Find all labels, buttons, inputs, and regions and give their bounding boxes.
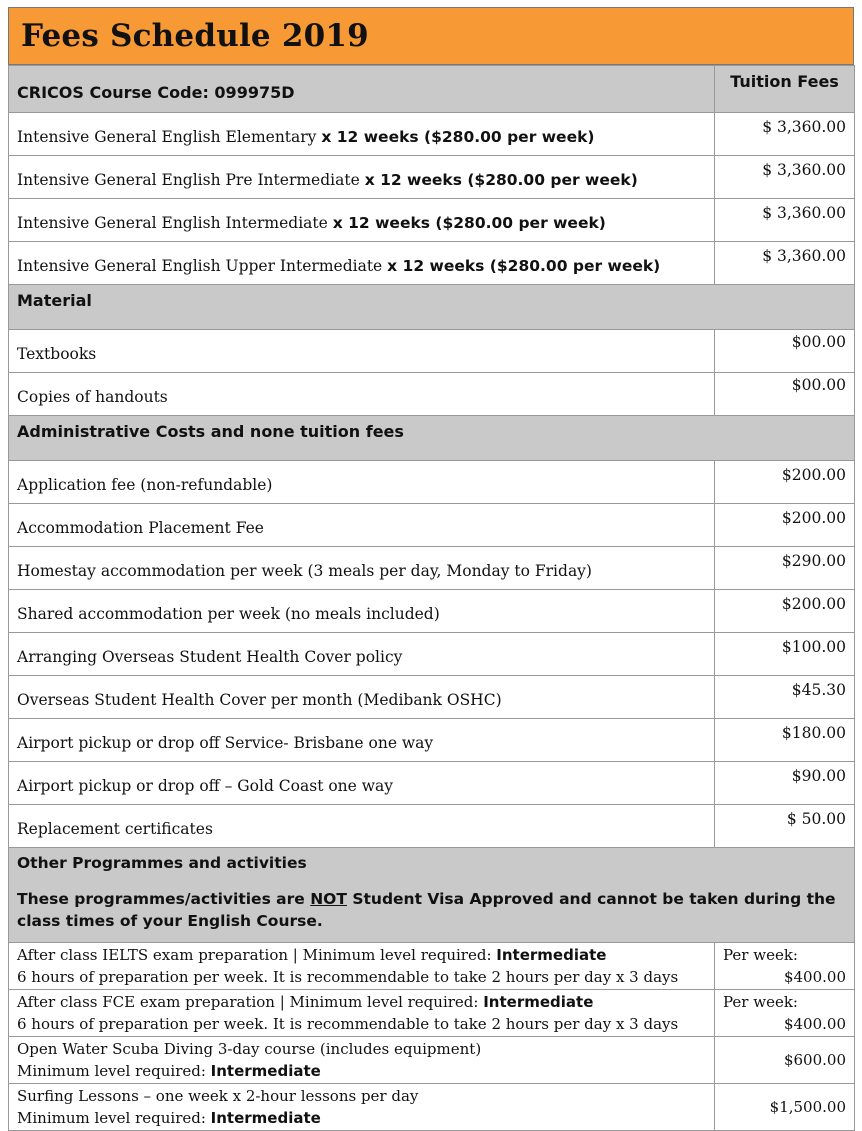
course-detail: x 12 weeks ($280.00 per week) — [321, 128, 595, 146]
course-name-text: Intensive General English Elementary — [17, 128, 322, 146]
table-row — [9, 676, 855, 719]
item-label: Application fee (non-refundable) — [9, 461, 715, 504]
program-description — [9, 943, 715, 990]
item-label: Homestay accommodation per week (3 meals per day, Monday to Friday) — [9, 547, 715, 590]
item-fee: $100.00 — [715, 633, 855, 676]
course-name-text: Intensive General English Upper Intermediate — [17, 257, 388, 275]
table-row — [9, 633, 855, 676]
program-line1: Open Water Scuba Diving 3-day course (includes equipment) — [17, 1040, 482, 1058]
visa-note-post: Student Visa Approved and cannot be taken during the class times of your English Course. — [17, 890, 836, 930]
program-level: Intermediate — [210, 1062, 321, 1080]
section-header-material — [9, 285, 855, 330]
item-fee: $00.00 — [715, 330, 855, 373]
table-row — [9, 330, 855, 373]
program-line2: 6 hours of preparation per week. It is recommendable to take 2 hours per day x 3 days — [17, 1015, 679, 1033]
item-label: Overseas Student Health Cover per month (Medibank OSHC) — [9, 676, 715, 719]
table-row — [9, 547, 855, 590]
fees-schedule-page — [8, 7, 854, 1131]
table-row — [9, 990, 855, 1037]
table-row — [9, 373, 855, 416]
course-code: CRICOS Course Code: 099975D — [9, 66, 715, 113]
item-fee: $45.30 — [715, 676, 855, 719]
item-fee: $90.00 — [715, 762, 855, 805]
course-name — [9, 242, 715, 285]
table-row — [9, 113, 855, 156]
section-heading: Administrative Costs and none tuition fees — [9, 416, 855, 461]
item-fee: $200.00 — [715, 504, 855, 547]
table-row — [9, 719, 855, 762]
program-description — [9, 990, 715, 1037]
table-row — [9, 943, 855, 990]
section-heading: Material — [9, 285, 855, 330]
program-fee: $600.00 — [715, 1037, 855, 1084]
table-row — [9, 461, 855, 504]
program-line2 — [17, 1107, 706, 1129]
item-label: Copies of handouts — [9, 373, 715, 416]
table-row — [9, 199, 855, 242]
section-header-other — [9, 848, 855, 943]
item-label: Arranging Overseas Student Health Cover policy — [9, 633, 715, 676]
program-title: After class FCE exam preparation | Minimum level required: — [17, 993, 484, 1011]
visa-note — [17, 888, 846, 932]
item-fee: $ 50.00 — [715, 805, 855, 848]
program-level-label: Minimum level required: — [17, 1062, 211, 1080]
table-row — [9, 242, 855, 285]
course-detail: x 12 weeks ($280.00 per week) — [332, 214, 606, 232]
other-section — [9, 848, 855, 943]
section-header-admin — [9, 416, 855, 461]
fee-label: Per week: — [723, 946, 798, 964]
visa-note-not: NOT — [310, 890, 347, 908]
program-line2: 6 hours of preparation per week. It is recommendable to take 2 hours per day x 3 days — [17, 968, 679, 986]
program-fee — [715, 990, 855, 1037]
course-name-text: Intensive General English Pre Intermediate — [17, 171, 365, 189]
fee-value: $400.00 — [783, 1015, 846, 1033]
course-fee: $ 3,360.00 — [715, 199, 855, 242]
item-fee: $200.00 — [715, 461, 855, 504]
program-title: After class IELTS exam preparation | Minimum level required: — [17, 946, 497, 964]
table-row — [9, 504, 855, 547]
program-level: Intermediate — [483, 993, 594, 1011]
item-label: Shared accommodation per week (no meals included) — [9, 590, 715, 633]
program-description — [9, 1084, 715, 1131]
table-row — [9, 156, 855, 199]
section-heading: Other Programmes and activities — [17, 854, 307, 872]
item-fee: $290.00 — [715, 547, 855, 590]
table-header-row — [9, 66, 855, 113]
table-row — [9, 805, 855, 848]
program-level: Intermediate — [210, 1109, 321, 1127]
item-fee: $200.00 — [715, 590, 855, 633]
fee-label: Per week: — [723, 993, 798, 1011]
program-line1: Surfing Lessons – one week x 2-hour lessons per day — [17, 1087, 419, 1105]
table-row — [9, 590, 855, 633]
tuition-fees-header: Tuition Fees — [715, 66, 855, 113]
program-line1 — [17, 991, 706, 1013]
program-fee: $1,500.00 — [715, 1084, 855, 1131]
course-fee: $ 3,360.00 — [715, 113, 855, 156]
item-label: Airport pickup or drop off Service- Brisbane one way — [9, 719, 715, 762]
item-fee: $00.00 — [715, 373, 855, 416]
program-fee — [715, 943, 855, 990]
page-title: Fees Schedule 2019 — [21, 18, 369, 54]
visa-note-pre: These programmes/activities are — [17, 890, 311, 908]
course-name — [9, 156, 715, 199]
table-row — [9, 1037, 855, 1084]
item-fee: $180.00 — [715, 719, 855, 762]
title-bar — [8, 7, 854, 65]
course-fee: $ 3,360.00 — [715, 242, 855, 285]
program-level: Intermediate — [496, 946, 607, 964]
table-row — [9, 762, 855, 805]
course-name-text: Intensive General English Intermediate — [17, 214, 333, 232]
course-name — [9, 113, 715, 156]
fees-table — [8, 65, 855, 1131]
course-detail: x 12 weeks ($280.00 per week) — [364, 171, 638, 189]
fee-value: $400.00 — [783, 968, 846, 986]
item-label: Airport pickup or drop off – Gold Coast one way — [9, 762, 715, 805]
program-level-label: Minimum level required: — [17, 1109, 211, 1127]
program-line2 — [17, 1060, 706, 1082]
program-description — [9, 1037, 715, 1084]
item-label: Replacement certificates — [9, 805, 715, 848]
table-row — [9, 1084, 855, 1131]
course-detail: x 12 weeks ($280.00 per week) — [387, 257, 661, 275]
course-fee: $ 3,360.00 — [715, 156, 855, 199]
course-name — [9, 199, 715, 242]
item-label: Accommodation Placement Fee — [9, 504, 715, 547]
program-line1 — [17, 944, 706, 966]
item-label: Textbooks — [9, 330, 715, 373]
